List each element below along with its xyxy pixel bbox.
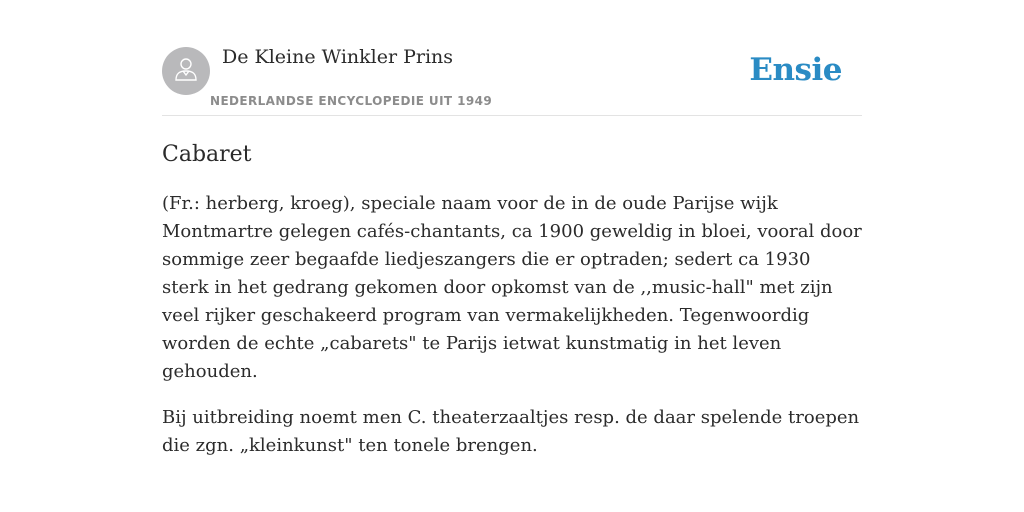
article-title: Cabaret [162,142,252,167]
article [162,140,862,478]
article-paragraph: Bij uitbreiding noemt men C. theaterzaaltjes resp. de daar spelende troepen die zgn. „kleinkunst" ten tonele brengen. [162,407,860,456]
author-name[interactable]: De Kleine Winkler Prins [222,46,454,68]
site-logo[interactable]: Ensie [749,52,842,88]
author-avatar[interactable] [162,47,210,95]
article-paragraph: (Fr.: herberg, kroeg), speciale naam voor de in de oude Parijse wijk Montmartre gelegen cafés-chantants, ca 1900 geweldig in bloei, vooral door sommige zeer begaafde liedjeszangers die er optraden; sedert ca 1930 sterk in het gedrang gekomen door opkomst van de ,,music-hall" met zijn veel rijker geschakeerd program van vermakelijkheden. Tegenwoordig worden de echte „cabarets" te Parijs ietwat kunstmatig in het leven gehouden. [162,193,862,382]
source-subtitle: NEDERLANDSE ENCYCLOPEDIE UIT 1949 [210,94,493,108]
header [162,0,862,116]
user-icon [172,55,200,88]
